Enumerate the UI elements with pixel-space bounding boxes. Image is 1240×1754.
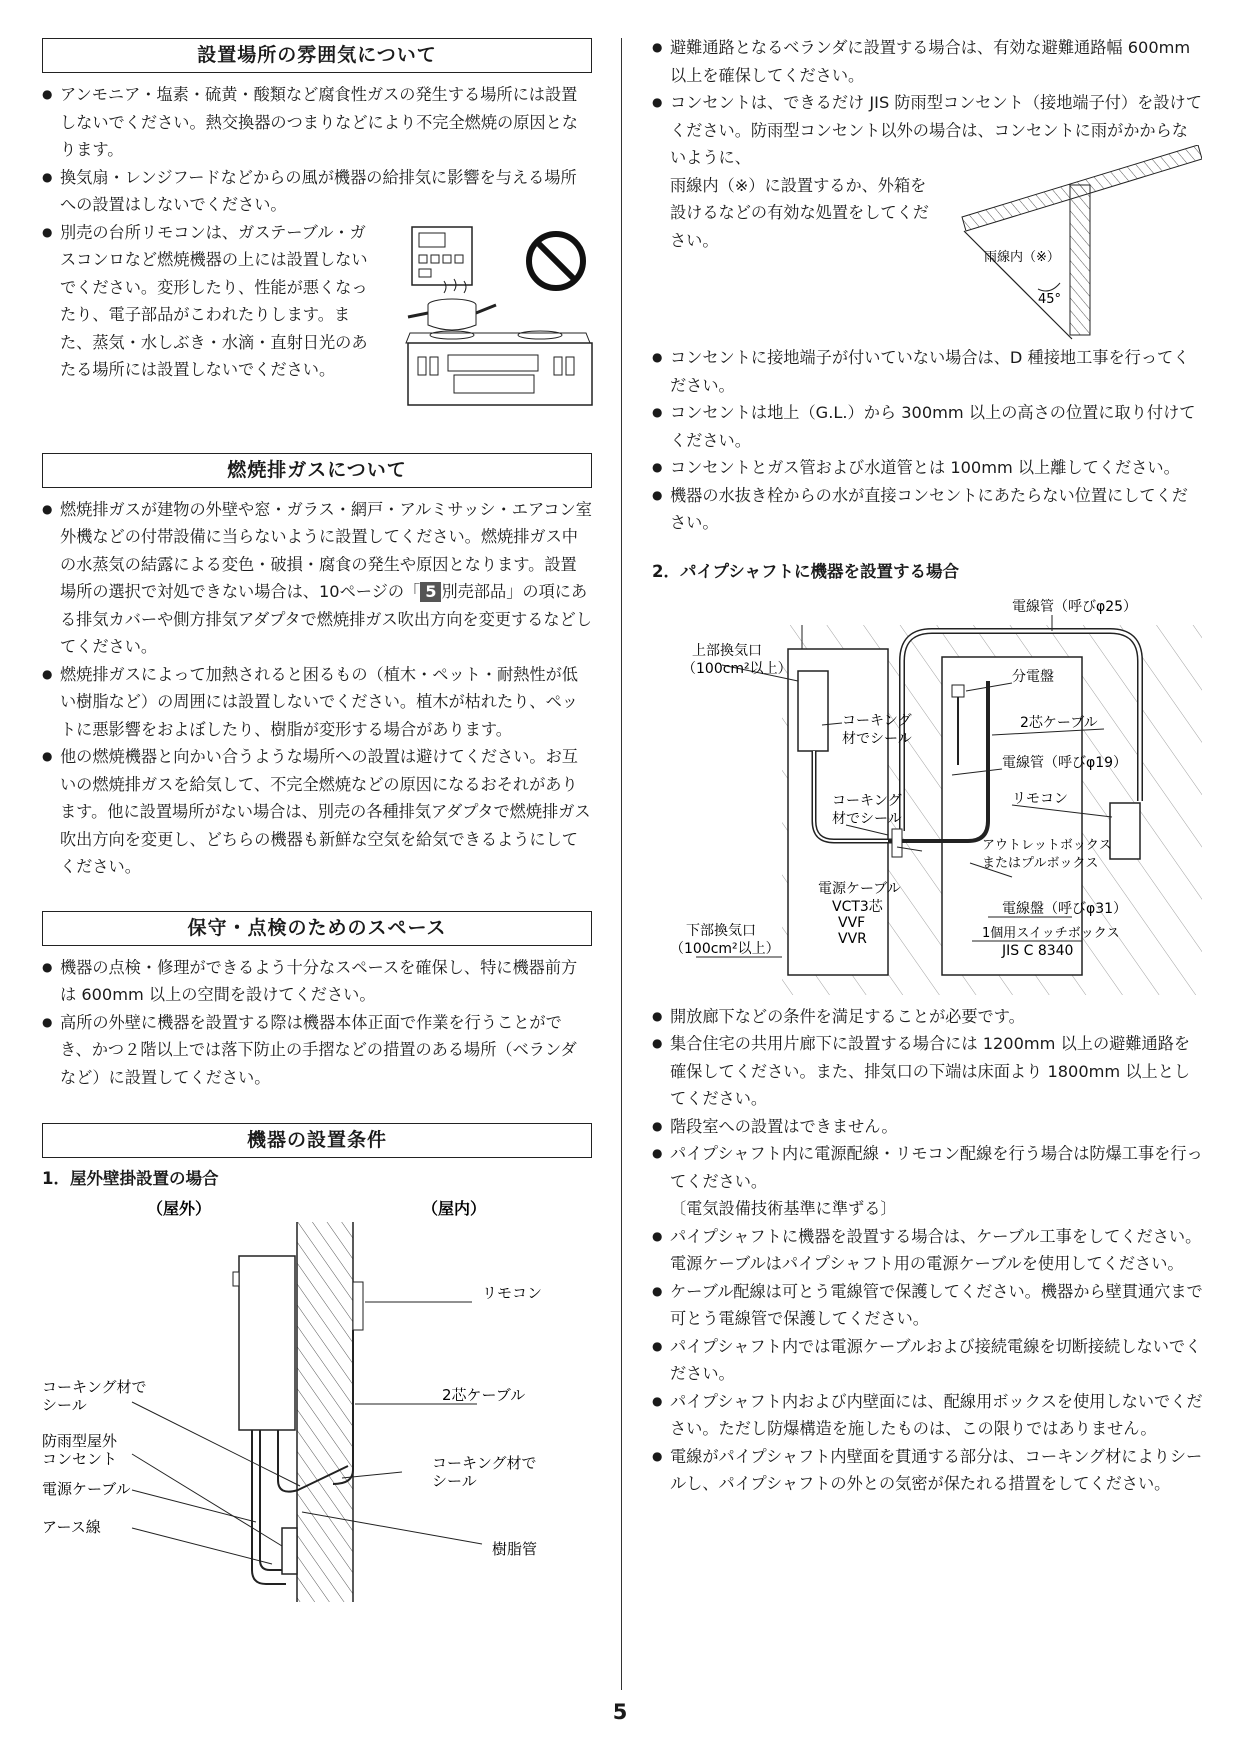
remote-label: リモコン [482,1284,543,1302]
vct-label: VCT3芯 [832,898,883,915]
bullet-kitchen-remote: ● 別売の台所リモコンは、ガステーブル・ガスコンロなど燃焼機器の上には設置しないでください。変形したり、性能が悪くなったり、電子部品がこわれたりします。また、蒸気・水しぶき・水滴・直射日光のあたる場所には設置しないでください。 [42,219,378,384]
power-cable-label: 電源ケーブル [818,880,901,897]
wall-section [297,1222,353,1602]
remote-controller [1110,803,1140,859]
bullet-exhaust-walls [42,496,592,661]
upper-vent-label-2: （100cm²以上） [682,660,792,677]
caulk2-label-2: 材でシール [832,810,902,827]
power-cable-label: 電源ケーブル [42,1480,131,1498]
bullet-no-wiring-box: ● パイプシャフト内および内壁面には、配線用ボックスを使用しないでください。ただし防爆構造を施したものは、この限りではありません。 [652,1388,1204,1443]
pipe-shaft-diagram [652,585,1204,1003]
indoor-remote [353,1282,363,1330]
bullet-open-corridor: ● 開放廊下などの条件を満足することが必要です。 [652,1003,1204,1031]
outdoor-outlet [282,1528,297,1574]
water-heater-unit [239,1256,295,1430]
outdoor-label: （屋外） [147,1199,212,1218]
vvr-label: VVR [838,930,867,947]
lower-vent-label-1: 下部換気口 [686,922,756,939]
page-number: 5 [612,1700,628,1724]
two-core-cable-label: 2芯ケーブル [442,1386,526,1404]
pot-icon [408,299,496,330]
conduit-19-label: 電線管（呼びφ19） [1002,754,1128,771]
caulk1-label-2: 材でシール [842,730,912,747]
bullet-cable-work: ● パイプシャフトに機器を設置する場合は、ケーブル工事をしてください。電源ケーブルはパイプシャフト用の電源ケーブルを使用してください。 [652,1223,1204,1278]
conduit-25-label: 電線管（呼びφ25） [1012,598,1138,615]
exhaust-text-part1: 燃焼排ガスが建物の外壁や窓・ガラス・網戸・アルミサッシ・エアコン室外機などの付帯設備に当らないように設置してください。燃焼排ガス中の水蒸気の結露による変色・破損・腐食の発生や原因となります。設置場所の選択で対処できない場合は、10ページの「 [60,499,592,601]
earth-wire-label: アース線 [42,1518,101,1536]
bullet-veranda: ● 避難通路となるベランダに設置する場合は、有効な避難通路幅 600mm 以上を確保してください。 [652,34,1204,89]
outlet-box-label-1: アウトレットボックス [982,837,1112,853]
two-core-cable-label: 2芯ケーブル [1020,714,1098,731]
section-title-atmosphere: 設置場所の雰囲気について [42,38,592,73]
indoor-label: （屋内） [422,1199,487,1218]
bullet-explosion-proof: ● パイプシャフト内に電源配線・リモコン配線を行う場合は防爆工事を行ってください。 [652,1140,1204,1195]
outdoor-wall-diagram [42,1192,592,1602]
section-number-badge: 5 [420,582,441,602]
caulk2-label-1: コーキング [832,792,902,809]
subheading-outdoor-wall: 1．屋外壁掛設置の場合 [42,1169,219,1188]
outlet-label-1: 防雨型屋外 [42,1432,118,1450]
column-divider [621,38,622,1690]
rain-line-diagram [952,145,1202,340]
remote-block [42,219,592,415]
rain-line-block [652,89,1204,344]
bullet-stairwell: ● 階段室への設置はできません。 [652,1113,1204,1141]
bullet-heat-sensitive: ● 燃焼排ガスによって加熱されると困るもの（植木・ペット・耐熱性が低い樹脂など）の周囲には設置しないでください。植木が枯れたり、ペットに悪影響をおよぼしたり、樹脂が変形する場合があります。 [42,661,592,744]
stove-illustration [404,221,594,411]
bullet-grounding: ● コンセントに接地端子が付いていない場合は、D 種接地工事を行ってください。 [652,344,1204,399]
panel-label: 分電盤 [1012,668,1054,685]
lower-vent-label-2: （100cm²以上） [670,940,780,957]
caulk-left-label-2: シール [42,1396,87,1414]
section-title-maintenance-space: 保守・点検のためのスペース [42,911,592,946]
rain-line-label: 雨線内（※） [984,250,1060,265]
bullet-outlet-jis-cont: 雨線内（※）に設置するか、外箱を設けるなどの有効な処置をしてください。 [670,175,929,250]
vvf-label: VVF [838,914,866,931]
water-heater-unit [798,671,828,751]
switch-box-label: 1個用スイッチボックス [982,925,1120,941]
outlet-box [892,829,902,857]
bullet-shared-corridor: ● 集合住宅の共用片廊下に設置する場合には 1200mm 以上の避難通路を確保してください。また、排気口の下端は床面より 1800mm 以上としてください。 [652,1030,1204,1113]
bullet-corrosive-gas: ● アンモニア・塩素・硫黄・酸類など腐食性ガスの発生する場所には設置しないでください。熱交換器のつまりなどにより不完全燃焼の原因となります。 [42,81,592,164]
upper-vent-label-1: 上部換気口 [692,642,762,659]
remote-controller-icon [412,227,472,285]
angle-label: 45° [1038,292,1062,307]
bullet-high-wall: ● 高所の外壁に機器を設置する際は機器本体正面で作業を行うことができ、かつ２階以上では落下防止の手摺などの措置のある場所（ベランダなど）に設置してください。 [42,1009,592,1092]
conduit-31-label: 電線盤（呼びφ31） [1002,900,1128,917]
bullet-service-space: ● 機器の点検・修理ができるよう十分なスペースを確保し、特に機器前方は 600mm 以上の空間を設けてください。 [42,954,592,1009]
bullet-outlet-jis: ● コンセントは、できるだけ JIS 防雨型コンセント（接地端子付）を設けてください。防雨型コンセント以外の場合は、コンセントに雨がかからないように、 [652,89,1204,172]
gas-stove-icon [406,331,592,405]
bullet-no-splicing: ● パイプシャフト内では電源ケーブルおよび接続電線を切断接続しないでください。 [652,1333,1204,1388]
outlet-label-2: コンセント [42,1450,118,1468]
bullet-wall-penetration: ● 電線がパイプシャフト内壁面を貫通する部分は、コーキング材によりシールし、パイプシャフトの外との気密が保たれる措置をしてください。 [652,1443,1204,1498]
distribution-panel [952,685,964,697]
section-title-install-conditions: 機器の設置条件 [42,1123,592,1158]
caulk-left-label-1: コーキング材で [42,1378,147,1396]
left-column [42,38,592,1602]
bullet-drain-plug: ● 機器の水抜き栓からの水が直接コンセントにあたらない位置にしてください。 [652,482,1204,537]
remote-label: リモコン [1012,790,1068,807]
exhaust-text-part2: 別売部品」の項にある排気カバーや側方排気アダプタで燃焼排ガス吹出方向を変更するなどしてください。 [60,582,592,656]
caulk-right-label-2: シール [432,1472,477,1490]
note-electrical-standard: 〔電気設備技術基準に準ずる〕 [670,1199,897,1218]
caulk-right-label-1: コーキング材で [432,1454,537,1472]
bullet-facing-appliances: ● 他の燃焼機器と向かい合うような場所への設置は避けてください。お互いの燃焼排ガスを給気して、不完全燃焼などの原因になるおそれがあります。他に設置場所がない場合は、別売の各種排気アダプタで燃焼排ガス吹出方向を変更し、どちらの機器も新鮮な空気を給気できるようにしてください。 [42,743,592,881]
right-column [652,38,1204,1498]
section-title-exhaust-gas: 燃焼排ガスについて [42,453,592,488]
jis-label: JIS C 8340 [1002,942,1074,959]
bullet-outlet-height: ● コンセントは地上（G.L.）から 300mm 以上の高さの位置に取り付けてください。 [652,399,1204,454]
bullet-flexible-conduit: ● ケーブル配線は可とう電線管で保護してください。機器から壁貫通穴まで可とう電線管で保護してください。 [652,1278,1204,1333]
prohibition-icon [529,234,583,288]
subheading-pipe-shaft: 2．パイプシャフトに機器を設置する場合 [652,561,959,581]
outlet-box-label-2: またはプルボックス [982,855,1099,871]
resin-pipe-label: 樹脂管 [492,1540,538,1558]
bullet-ventilation-fan: ● 換気扇・レンジフードなどからの風が機器の給排気に影響を与える場所への設置はしないでください。 [42,164,592,219]
caulk1-label-1: コーキング [842,712,912,729]
bullet-pipe-distance: ● コンセントとガス管および水道管とは 100mm 以上離してください。 [652,454,1204,482]
